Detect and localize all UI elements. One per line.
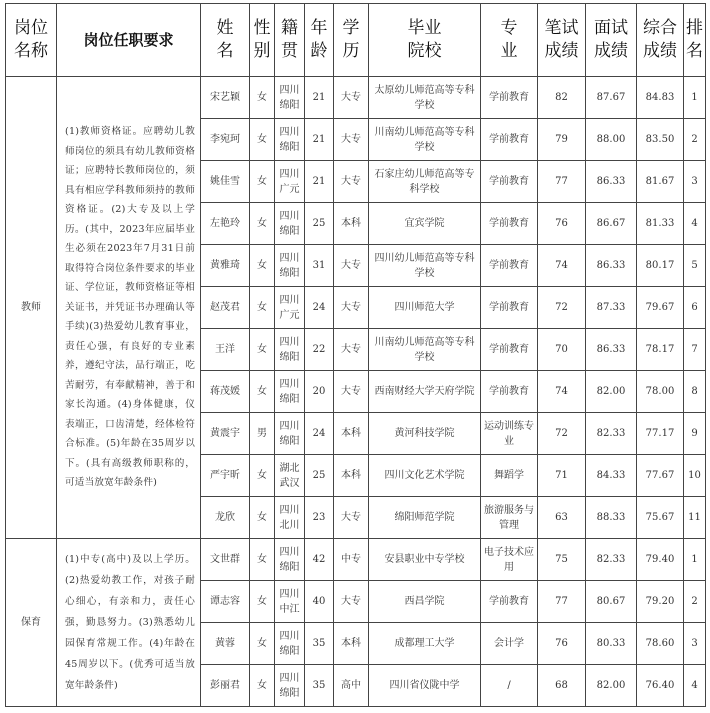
name-cell: 龙欣 (201, 497, 250, 539)
gender-cell: 女 (250, 623, 275, 665)
name-cell: 姚佳雪 (201, 161, 250, 203)
interview-score-cell: 86.33 (586, 161, 637, 203)
major-cell: / (481, 665, 538, 707)
education-cell: 本科 (334, 203, 369, 245)
header-requirements: 岗位任职要求 (57, 4, 201, 77)
school-cell: 石家庄幼儿师范高等专科学校 (369, 161, 481, 203)
school-cell: 成都理工大学 (369, 623, 481, 665)
header-total: 综合 成绩 (637, 4, 684, 77)
gender-cell: 女 (250, 245, 275, 287)
education-cell: 大专 (334, 581, 369, 623)
school-cell: 太原幼儿师范高等专科学校 (369, 77, 481, 119)
education-cell: 本科 (334, 623, 369, 665)
written-score-cell: 72 (538, 287, 586, 329)
gender-cell: 女 (250, 371, 275, 413)
rank-cell: 1 (684, 539, 706, 581)
age-cell: 42 (305, 539, 334, 581)
rank-cell: 10 (684, 455, 706, 497)
origin-cell: 四川绵阳 (275, 203, 305, 245)
age-cell: 21 (305, 77, 334, 119)
written-score-cell: 72 (538, 413, 586, 455)
age-cell: 21 (305, 119, 334, 161)
school-cell: 四川幼儿师范高等专科学校 (369, 245, 481, 287)
gender-cell: 女 (250, 287, 275, 329)
header-major: 专 业 (481, 4, 538, 77)
major-cell: 学前教育 (481, 287, 538, 329)
written-score-cell: 74 (538, 245, 586, 287)
gender-cell: 女 (250, 77, 275, 119)
school-cell: 四川文化艺术学院 (369, 455, 481, 497)
education-cell: 大专 (334, 77, 369, 119)
table-row (6, 539, 706, 581)
total-score-cell: 83.50 (637, 119, 684, 161)
gender-cell: 女 (250, 203, 275, 245)
rank-cell: 5 (684, 245, 706, 287)
written-score-cell: 76 (538, 623, 586, 665)
age-cell: 25 (305, 455, 334, 497)
major-cell: 学前教育 (481, 77, 538, 119)
total-score-cell: 76.40 (637, 665, 684, 707)
education-cell: 大专 (334, 287, 369, 329)
interview-score-cell: 88.00 (586, 119, 637, 161)
origin-cell: 四川绵阳 (275, 371, 305, 413)
name-cell: 彭丽君 (201, 665, 250, 707)
gender-cell: 女 (250, 329, 275, 371)
major-cell: 电子技术应用 (481, 539, 538, 581)
position-cell: 保育 (6, 539, 57, 707)
gender-cell: 女 (250, 161, 275, 203)
rank-cell: 4 (684, 665, 706, 707)
rank-cell: 7 (684, 329, 706, 371)
name-cell: 黄雅琦 (201, 245, 250, 287)
interview-score-cell: 86.33 (586, 245, 637, 287)
name-cell: 宋艺颖 (201, 77, 250, 119)
total-score-cell: 79.40 (637, 539, 684, 581)
interview-score-cell: 80.67 (586, 581, 637, 623)
table-body (6, 77, 706, 707)
table-row (6, 77, 706, 119)
header-name: 姓 名 (201, 4, 250, 77)
major-cell: 学前教育 (481, 203, 538, 245)
gender-cell: 女 (250, 581, 275, 623)
origin-cell: 湖北武汉 (275, 455, 305, 497)
age-cell: 35 (305, 665, 334, 707)
header-school: 毕业 院校 (369, 4, 481, 77)
school-cell: 四川师范大学 (369, 287, 481, 329)
total-score-cell: 80.17 (637, 245, 684, 287)
interview-score-cell: 86.33 (586, 329, 637, 371)
results-table (5, 3, 706, 707)
written-score-cell: 82 (538, 77, 586, 119)
origin-cell: 四川绵阳 (275, 77, 305, 119)
origin-cell: 四川绵阳 (275, 245, 305, 287)
origin-cell: 四川绵阳 (275, 665, 305, 707)
education-cell: 本科 (334, 455, 369, 497)
header-age: 年 龄 (305, 4, 334, 77)
name-cell: 左艳玲 (201, 203, 250, 245)
school-cell: 黄河科技学院 (369, 413, 481, 455)
origin-cell: 四川广元 (275, 161, 305, 203)
school-cell: 四川省仪陇中学 (369, 665, 481, 707)
age-cell: 35 (305, 623, 334, 665)
age-cell: 23 (305, 497, 334, 539)
interview-score-cell: 88.33 (586, 497, 637, 539)
written-score-cell: 68 (538, 665, 586, 707)
interview-score-cell: 82.33 (586, 413, 637, 455)
rank-cell: 4 (684, 203, 706, 245)
major-cell: 学前教育 (481, 329, 538, 371)
gender-cell: 女 (250, 455, 275, 497)
interview-score-cell: 82.33 (586, 539, 637, 581)
header-written: 笔试 成绩 (538, 4, 586, 77)
interview-score-cell: 80.33 (586, 623, 637, 665)
interview-score-cell: 84.33 (586, 455, 637, 497)
education-cell: 本科 (334, 413, 369, 455)
written-score-cell: 75 (538, 539, 586, 581)
major-cell: 学前教育 (481, 245, 538, 287)
major-cell: 舞蹈学 (481, 455, 538, 497)
written-score-cell: 71 (538, 455, 586, 497)
major-cell: 学前教育 (481, 581, 538, 623)
total-score-cell: 84.83 (637, 77, 684, 119)
school-cell: 宜宾学院 (369, 203, 481, 245)
written-score-cell: 77 (538, 161, 586, 203)
education-cell: 中专 (334, 539, 369, 581)
interview-score-cell: 82.00 (586, 371, 637, 413)
interview-score-cell: 87.67 (586, 77, 637, 119)
age-cell: 24 (305, 413, 334, 455)
age-cell: 40 (305, 581, 334, 623)
major-cell: 旅游服务与管理 (481, 497, 538, 539)
total-score-cell: 78.60 (637, 623, 684, 665)
position-cell: 教师 (6, 77, 57, 539)
written-score-cell: 77 (538, 581, 586, 623)
school-cell: 绵阳师范学院 (369, 497, 481, 539)
rank-cell: 9 (684, 413, 706, 455)
origin-cell: 四川广元 (275, 287, 305, 329)
rank-cell: 2 (684, 119, 706, 161)
major-cell: 学前教育 (481, 119, 538, 161)
name-cell: 赵茂君 (201, 287, 250, 329)
rank-cell: 11 (684, 497, 706, 539)
written-score-cell: 76 (538, 203, 586, 245)
interview-score-cell: 86.67 (586, 203, 637, 245)
major-cell: 运动训练专业 (481, 413, 538, 455)
header-education: 学 历 (334, 4, 369, 77)
gender-cell: 男 (250, 413, 275, 455)
requirements-cell: (1)中专(高中)及以上学历。(2)热爱幼教工作，对孩子耐心细心，有亲和力，责任心强，勤恳努力。(3)熟悉幼儿园保育常规工作。(4)年龄在45周岁以下。(优秀可适当放宽年龄条件) (57, 539, 201, 707)
age-cell: 21 (305, 161, 334, 203)
total-score-cell: 77.17 (637, 413, 684, 455)
header-origin: 籍 贯 (275, 4, 305, 77)
written-score-cell: 63 (538, 497, 586, 539)
gender-cell: 女 (250, 119, 275, 161)
education-cell: 大专 (334, 497, 369, 539)
total-score-cell: 77.67 (637, 455, 684, 497)
name-cell: 蒋茂媛 (201, 371, 250, 413)
name-cell: 王洋 (201, 329, 250, 371)
name-cell: 黄蓉 (201, 623, 250, 665)
written-score-cell: 74 (538, 371, 586, 413)
header-interview: 面试 成绩 (586, 4, 637, 77)
origin-cell: 四川中江 (275, 581, 305, 623)
education-cell: 大专 (334, 119, 369, 161)
rank-cell: 2 (684, 581, 706, 623)
header-gender: 性 别 (250, 4, 275, 77)
written-score-cell: 79 (538, 119, 586, 161)
rank-cell: 3 (684, 623, 706, 665)
interview-score-cell: 82.00 (586, 665, 637, 707)
school-cell: 川南幼儿师范高等专科学校 (369, 119, 481, 161)
interview-score-cell: 87.33 (586, 287, 637, 329)
name-cell: 李宛珂 (201, 119, 250, 161)
origin-cell: 四川绵阳 (275, 623, 305, 665)
total-score-cell: 78.17 (637, 329, 684, 371)
origin-cell: 四川绵阳 (275, 413, 305, 455)
education-cell: 大专 (334, 329, 369, 371)
origin-cell: 四川北川 (275, 497, 305, 539)
school-cell: 西昌学院 (369, 581, 481, 623)
major-cell: 学前教育 (481, 371, 538, 413)
header-rank: 排 名 (684, 4, 706, 77)
total-score-cell: 79.67 (637, 287, 684, 329)
gender-cell: 女 (250, 665, 275, 707)
age-cell: 20 (305, 371, 334, 413)
school-cell: 安县职业中专学校 (369, 539, 481, 581)
gender-cell: 女 (250, 539, 275, 581)
written-score-cell: 70 (538, 329, 586, 371)
origin-cell: 四川绵阳 (275, 539, 305, 581)
school-cell: 西南财经大学天府学院 (369, 371, 481, 413)
age-cell: 31 (305, 245, 334, 287)
name-cell: 谭志容 (201, 581, 250, 623)
origin-cell: 四川绵阳 (275, 119, 305, 161)
rank-cell: 1 (684, 77, 706, 119)
gender-cell: 女 (250, 497, 275, 539)
name-cell: 严宇昕 (201, 455, 250, 497)
name-cell: 文世群 (201, 539, 250, 581)
education-cell: 高中 (334, 665, 369, 707)
name-cell: 黄震宇 (201, 413, 250, 455)
age-cell: 25 (305, 203, 334, 245)
rank-cell: 6 (684, 287, 706, 329)
total-score-cell: 81.67 (637, 161, 684, 203)
age-cell: 22 (305, 329, 334, 371)
total-score-cell: 81.33 (637, 203, 684, 245)
age-cell: 24 (305, 287, 334, 329)
school-cell: 川南幼儿师范高等专科学校 (369, 329, 481, 371)
major-cell: 会计学 (481, 623, 538, 665)
rank-cell: 8 (684, 371, 706, 413)
education-cell: 大专 (334, 371, 369, 413)
header-position: 岗位 名称 (6, 4, 57, 77)
header-row (6, 4, 706, 77)
education-cell: 大专 (334, 245, 369, 287)
total-score-cell: 78.00 (637, 371, 684, 413)
education-cell: 大专 (334, 161, 369, 203)
requirements-cell: (1)教师资格证。应聘幼儿教师岗位的须具有幼儿教师资格证；应聘特长教师岗位的，须具有相应学科教师须持的教师资格证。(2)大专及以上学历。(其中，2023年应届毕业生必须在2023年7月31日前取得符合岗位条件要求的毕业证、学位证，教师资格证等相关证书，并凭证书办理确认等手续)(3)热爱幼儿教育事业，责任心强，有良好的专业素养，遵纪守法，品行端正，吃苦耐劳，有奉献精神，善于和家长沟通。(4)身体健康，仪表端正，口齿清楚，经体检符合标准。(5)年龄在35周岁以下。(具有高级教师职称的，可适当放宽年龄条件) (57, 77, 201, 539)
major-cell: 学前教育 (481, 161, 538, 203)
total-score-cell: 79.20 (637, 581, 684, 623)
total-score-cell: 75.67 (637, 497, 684, 539)
origin-cell: 四川绵阳 (275, 329, 305, 371)
rank-cell: 3 (684, 161, 706, 203)
